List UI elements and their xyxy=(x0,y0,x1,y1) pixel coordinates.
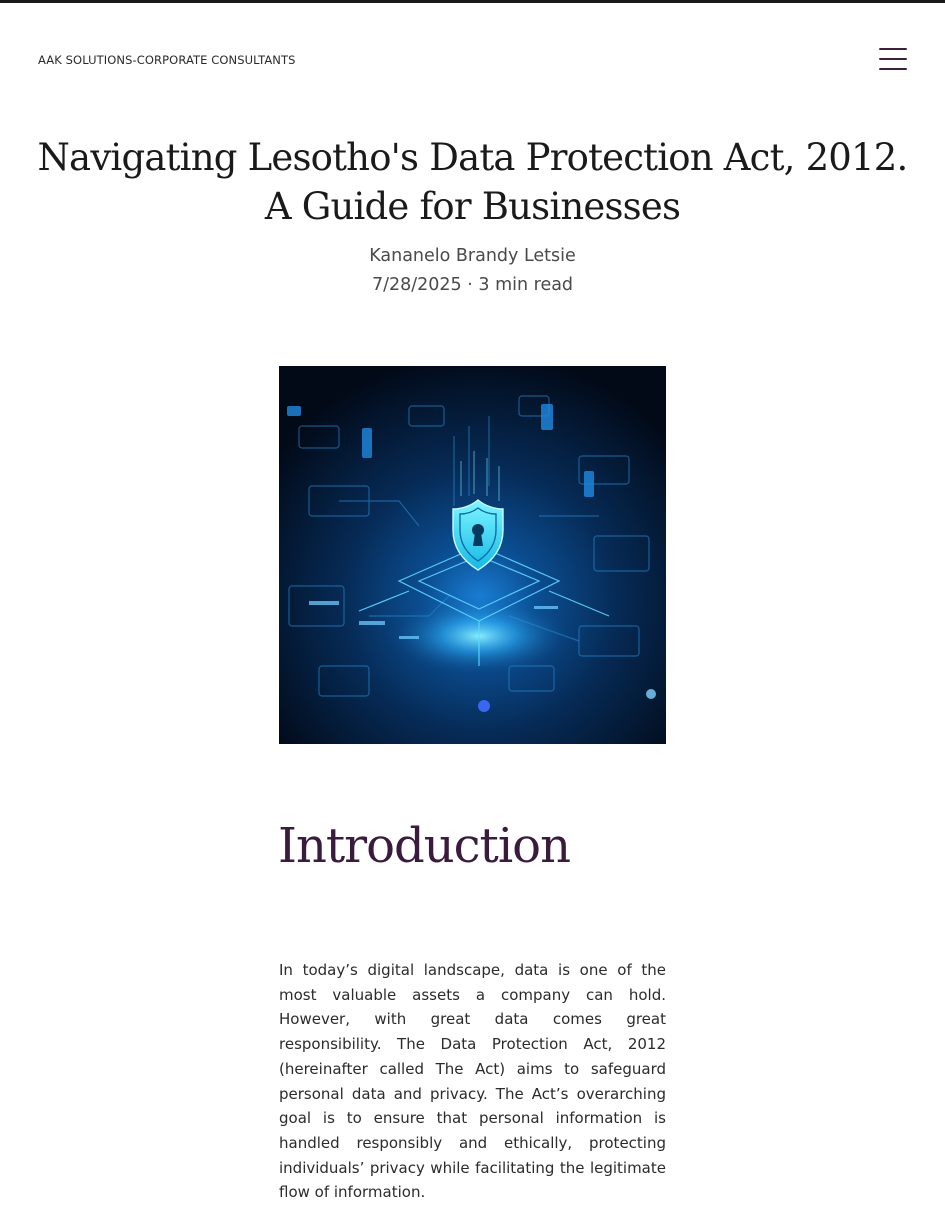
post-meta: 7/28/2025 · 3 min read xyxy=(371,275,574,295)
section-heading-introduction: Introduction xyxy=(278,818,570,874)
site-name-link[interactable]: AAK SOLUTIONS-CORPORATE CONSULTANTS xyxy=(38,53,296,67)
post-author[interactable]: Kananelo Brandy Letsie xyxy=(369,246,576,266)
top-border xyxy=(0,0,945,3)
menu-line xyxy=(879,48,907,50)
menu-line xyxy=(879,58,907,60)
hamburger-menu-icon[interactable] xyxy=(876,44,910,74)
menu-line xyxy=(879,68,907,70)
shield-lock-illustration xyxy=(279,366,666,744)
intro-paragraph: In today’s digital landscape, data is one of the most valuable assets a company can hold. However, with great data comes great responsibility. The Data Protection Act, 2012 (hereinafter called The Act) aims to safeguard personal data and privacy. The Act’s overarching goal is to ensure that personal information is handled responsibly and ethically, protecting individuals’ privacy while facilitating the legitimate flow of information. xyxy=(279,961,666,1202)
post-title: Navigating Lesotho's Data Protection Act, 2012. A Guide for Businesses xyxy=(37,136,908,228)
hero-image-cyber-security xyxy=(279,366,666,744)
